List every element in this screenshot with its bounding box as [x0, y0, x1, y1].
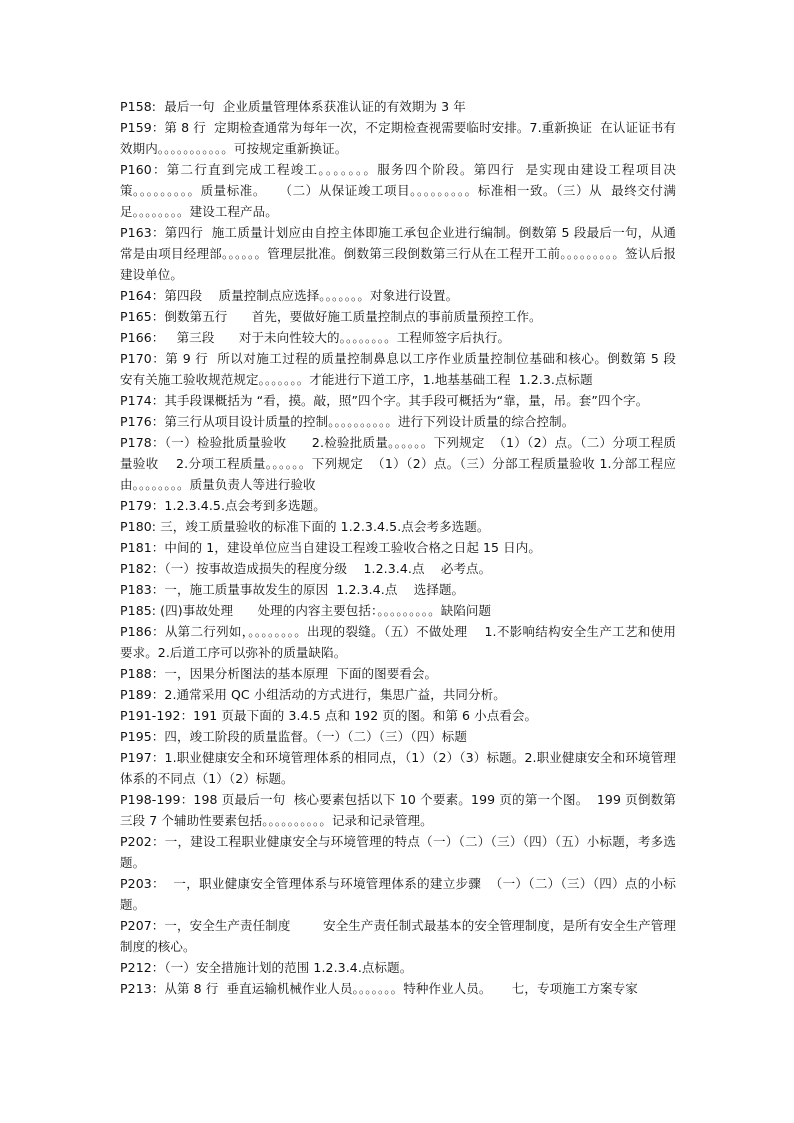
note-p213: P213：从第 8 行 垂直运输机械作业人员。。。。。。。特种作业人员。 七，专项施工方案专家 [120, 981, 638, 996]
note-p197: P197：1.职业健康安全和环境管理体系的相同点，（1）（2）（3）标题。2.职业健康安全和环境管理体系的不同点（1）（2）标题。 [120, 750, 676, 786]
note-p207: P207：一，安全生产责任制度 安全生产责任制式最基本的安全管理制度，是所有安全生产管理制度的核心。 [120, 918, 676, 954]
note-p198-199: P198-199：198 页最后一句 核心要素包括以下 10 个要素。199 页的第一个图。 199 页倒数第三段 7 个辅助性要素包括。。。。。。。。。。记录和记录管理。 [120, 792, 676, 828]
note-p176: P176：第三行从项目设计质量的控制。。。。。。。。。。进行下列设计质量的综合控制。 [120, 414, 575, 429]
note-p174: P174：其手段课概括为 “看，摸。敲，照”四个字。其手段可概括为“靠，量，吊。套”四个字。 [120, 393, 649, 408]
note-p202: P202：一，建设工程职业健康安全与环境管理的特点（一）（二）（三）（四）（五）小标题，考多选题。 [120, 834, 676, 870]
note-p179: P179：1.2.3.4.5.点会考到多选题。 [120, 498, 326, 513]
note-p203: P203： 一，职业健康安全管理体系与环境管理体系的建立步骤 （一）（二）（三）（四）点的小标题。 [120, 876, 676, 912]
note-p164: P164：第四段 质量控制点应选择。。。。。。。对象进行设置。 [120, 288, 459, 303]
note-p212: P212：（一）安全措施计划的范围 1.2.3.4.点标题。 [120, 960, 413, 975]
note-p158: P158: 最后一句 企业质量管理体系获准认证的有效期为 3 年 [120, 99, 466, 114]
note-p191-192: P191-192：191 页最下面的 3.4.5 点和 192 页的图。和第 6 小点看会。 [120, 708, 538, 723]
note-p185: P185: (四)事故处理 处理的内容主要包括：。。。。。。。。。缺陷问题 [120, 603, 492, 618]
note-p180: P180: 三，竣工质量验收的标准下面的 1.2.3.4.5.点会考多选题。 [120, 519, 490, 534]
note-p178: P178：（一）检验批质量验收 2.检验批质量。。。。。。下列规定 （1）（2）点。（二）分项工程质量验收 2.分项工程质量。。。。。。下列规定 （1）（2）点。（三）分部工程质量验收 1.分部工程应由。。。。。。。。质量负责人等进行验收 [120, 435, 676, 492]
note-p163: P163：第四行 施工质量计划应由自控主体即施工承包企业进行编制。倒数第 5 段最后一句，从通常是由项目经理部。。。。。。管理层批准。倒数第三段倒数第三行从在工程开工前。。。。。。。。。签认后报建设单位。 [120, 225, 676, 282]
note-p166: P166： 第三段 对于未向性较大的。。。。。。。。工程师签字后执行。 [120, 330, 511, 345]
note-p181: P181：中间的 1，建设单位应当自建设工程竣工验收合格之日起 15 日内。 [120, 540, 541, 555]
note-p170: P170：第 9 行 所以对施工过程的质量控制鼻息以工序作业质量控制位基础和核心。倒数第 5 段 安有关施工验收规范规定。。。。。。。才能进行下道工序，1.地基基础工程 1.2.3.点标题 [120, 351, 685, 387]
note-p189: P189：2.通常采用 QC 小组活动的方式进行，集思广益，共同分析。 [120, 687, 506, 702]
note-p183: P183：一，施工质量事故发生的原因 1.2.3.4.点 选择题。 [120, 582, 465, 597]
note-p159: P159：第 8 行 定期检查通常为每年一次，不定期检查视需要临时安排。7.重新换证 在认证证书有效期内。。。。。。。。。。。可按规定重新换证。 [120, 120, 676, 156]
note-p186: P186：从第二行列如，。。。。。。。。出现的裂缝。（五）不做处理 1.不影响结构安全生产工艺和使用要求。2.后道工序可以弥补的质量缺陷。 [120, 624, 676, 660]
note-p182: P182：（一）按事故造成损失的程度分级 1.2.3.4.点 必考点。 [120, 561, 492, 576]
note-p195: P195：四，竣工阶段的质量监督。（一）（二）（三）（四）标题 [120, 729, 467, 744]
note-p160: P160：第二行直到完成工程竣工。。。。。。。服务四个阶段。第四行 是实现由建设工程项目决策。。。。。。。。。质量标准。 （二）从保证竣工项目。。。。。。。。。标准相一致。（三）从 最终交付满足。。。。。。。。建设工程产品。 [120, 162, 676, 219]
note-p165: P165：倒数第五行 首先，要做好施工质量控制点的事前质量预控工作。 [120, 309, 542, 324]
note-p188: P188：一，因果分析图法的基本原理 下面的图要看会。 [120, 666, 438, 681]
document-page [120, 96, 685, 999]
